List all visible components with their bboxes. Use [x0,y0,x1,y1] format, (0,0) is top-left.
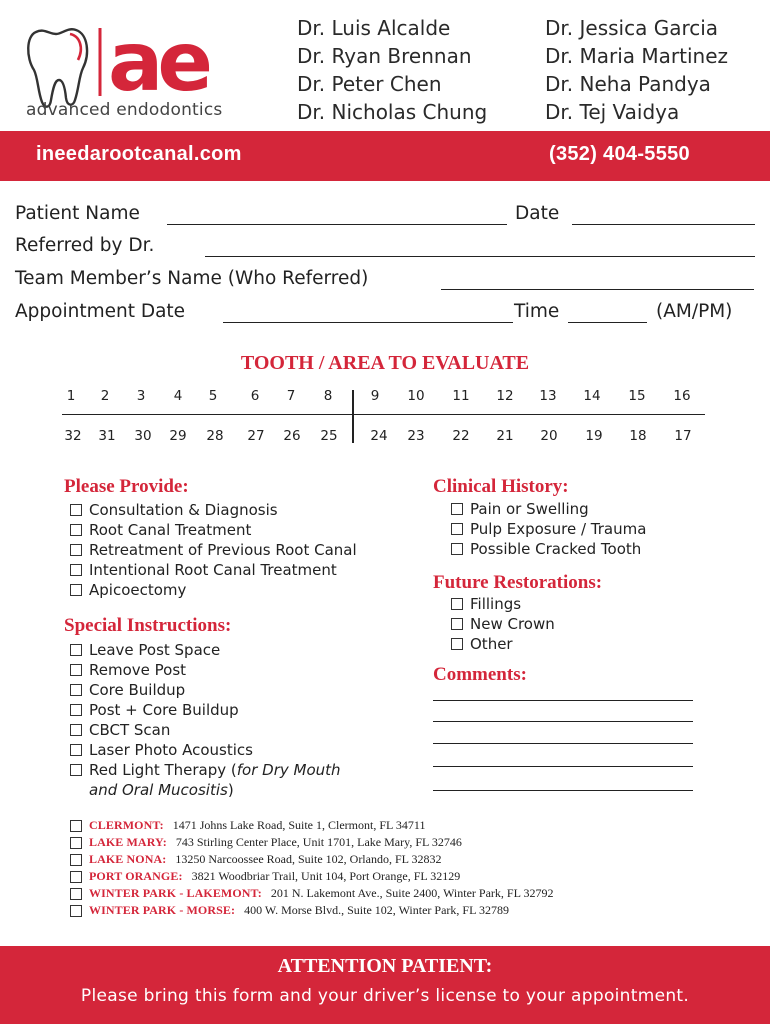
time-label: Time [514,301,560,322]
tooth-number-lower[interactable]: 27 [247,428,265,444]
checkbox-label: CBCT Scan [89,721,171,739]
doctor-name: Dr. Tej Vaidya [545,100,680,124]
location-name: PORT ORANGE: [89,869,183,883]
checkbox-label: Retreatment of Previous Root Canal [89,541,357,559]
tooth-number-lower[interactable]: 21 [496,428,514,444]
doctor-name: Dr. Jessica Garcia [545,16,719,40]
checkbox-pulp-exposure[interactable] [451,519,646,539]
tooth-number-upper[interactable]: 3 [136,388,146,404]
checkbox-root-canal-treatment[interactable] [70,520,357,540]
checkbox[interactable] [70,524,82,536]
date-field[interactable] [572,224,755,225]
ampm-label: (AM/PM) [656,301,733,322]
location-address: 201 N. Lakemont Ave., Suite 2400, Winter Park, FL 32792 [270,886,554,900]
checkbox[interactable] [70,664,82,676]
tooth-number-lower[interactable]: 31 [98,428,116,444]
website-link[interactable]: ineedarootcanal.com [36,143,242,165]
tooth-chart-vertical-line [352,390,354,443]
location-name: CLERMONT: [89,818,164,832]
checkbox-core-buildup[interactable] [70,680,341,700]
checkbox-label: Intentional Root Canal Treatment [89,561,337,579]
doctor-name: Dr. Neha Pandya [545,72,711,96]
tooth-number-lower[interactable]: 28 [206,428,224,444]
appointment-date-field[interactable] [223,322,513,323]
tooth-number-lower[interactable]: 24 [370,428,388,444]
location-port-orange[interactable] [70,868,553,885]
checkbox-label: Laser Photo Acoustics [89,741,253,759]
checkbox-post-core-buildup[interactable] [70,700,341,720]
location-winter-park-morse[interactable] [70,902,553,919]
tooth-number-lower[interactable]: 32 [64,428,82,444]
tooth-number-lower[interactable]: 26 [283,428,301,444]
tooth-number-upper[interactable]: 14 [583,388,601,404]
please-provide-heading: Please Provide: [64,476,189,497]
special-instructions-list [70,640,341,800]
tooth-number-lower[interactable]: 25 [320,428,338,444]
doctors-column-1 [297,14,487,126]
tooth-number-lower[interactable]: 30 [134,428,152,444]
please-provide-list [70,500,357,600]
special-instructions-heading: Special Instructions: [64,615,232,636]
checkbox-red-light-therapy[interactable] [70,760,341,780]
checkbox[interactable] [70,564,82,576]
checkbox[interactable] [70,704,82,716]
checkbox-label: Leave Post Space [89,641,221,659]
tooth-number-upper[interactable]: 13 [539,388,557,404]
location-clermont[interactable] [70,817,553,834]
clinical-history-heading: Clinical History: [433,476,569,497]
checkbox[interactable] [451,618,463,630]
tooth-number-upper[interactable]: 5 [208,388,218,404]
referred-by-label: Referred by Dr. [15,235,155,256]
location-address: 400 W. Morse Blvd., Suite 102, Winter Park, FL 32789 [244,903,509,917]
svg-text:ae: ae [108,15,207,110]
comment-line[interactable] [433,766,693,767]
comment-line[interactable] [433,721,693,722]
tooth-number-upper[interactable]: 11 [452,388,470,404]
checkbox[interactable] [70,888,82,900]
checkbox-new-crown[interactable] [451,614,555,634]
checkbox-fillings[interactable] [451,594,555,614]
logo-tagline: advanced endodontics [26,100,223,120]
doctor-name: Dr. Maria Martinez [545,44,729,68]
tooth-number-upper[interactable]: 16 [673,388,691,404]
location-address: 1471 Johns Lake Road, Suite 1, Clermont, FL 34711 [172,818,426,832]
doctor-name: Dr. Peter Chen [297,72,442,96]
checkbox-label: Remove Post [89,661,187,679]
location-name: LAKE MARY: [89,835,167,849]
doctors-column-2 [545,14,728,126]
time-field[interactable] [568,322,647,323]
tooth-number-upper[interactable]: 10 [407,388,425,404]
checkbox-consultation-diagnosis[interactable] [70,500,357,520]
future-restorations-heading: Future Restorations: [433,572,603,593]
doctor-name: Dr. Luis Alcalde [297,16,451,40]
checkbox[interactable] [70,871,82,883]
tooth-number-upper[interactable]: 2 [100,388,110,404]
location-lake-nona[interactable] [70,851,553,868]
checkbox[interactable] [70,644,82,656]
location-name: WINTER PARK - MORSE: [89,903,236,917]
tooth-number-lower[interactable]: 22 [452,428,470,444]
referred-by-field[interactable] [205,256,755,257]
checkbox[interactable] [70,744,82,756]
tooth-number-lower[interactable]: 18 [629,428,647,444]
checkbox-retreatment[interactable] [70,540,357,560]
location-address: 13250 Narcoossee Road, Suite 102, Orlando, FL 32832 [175,852,442,866]
tooth-number-lower[interactable]: 17 [674,428,692,444]
checkbox-pain-swelling[interactable] [451,499,646,519]
checkbox-label: Consultation & Diagnosis [89,501,278,519]
checkbox[interactable] [70,820,82,832]
future-restorations-list [451,594,555,654]
checkbox[interactable] [70,905,82,917]
tooth-number-upper[interactable]: 8 [323,388,333,404]
location-winter-park-lakemont[interactable] [70,885,553,902]
checkbox[interactable] [451,638,463,650]
checkbox-apicoectomy[interactable] [70,580,357,600]
doctor-name: Dr. Nicholas Chung [297,100,488,124]
checkbox[interactable] [451,523,463,535]
tooth-number-upper[interactable]: 7 [286,388,296,404]
checkbox-label: Root Canal Treatment [89,521,252,539]
checkbox[interactable] [451,598,463,610]
checkbox[interactable] [70,584,82,596]
appointment-date-label: Appointment Date [15,301,186,322]
tooth-number-upper[interactable]: 1 [66,388,76,404]
location-lake-mary[interactable] [70,834,553,851]
checkbox-remove-post[interactable] [70,660,341,680]
tooth-number-upper[interactable]: 12 [496,388,514,404]
checkbox[interactable] [70,837,82,849]
checkbox-label: Possible Cracked Tooth [470,540,642,558]
checkbox-label: Post + Core Buildup [89,701,239,719]
attention-text: Please bring this form and your driver’s license to your appointment. [80,986,690,1006]
checkbox-label: Red Light Therapy ( [89,761,237,779]
team-member-field[interactable] [441,289,754,290]
checkbox[interactable] [70,684,82,696]
checkbox[interactable] [70,544,82,556]
phone-number[interactable]: (352) 404-5550 [549,143,690,165]
tooth-number-upper[interactable]: 15 [628,388,646,404]
comment-line[interactable] [433,700,693,701]
checkbox[interactable] [451,543,463,555]
tooth-number-upper[interactable]: 6 [250,388,260,404]
checkbox-cbct-scan[interactable] [70,720,341,740]
checkbox[interactable] [70,504,82,516]
tooth-number-upper[interactable]: 9 [370,388,380,404]
checkbox-label: New Crown [470,615,555,633]
patient-name-label: Patient Name [15,203,140,224]
clinical-history-list [451,499,646,559]
checkbox-intentional-root-canal[interactable] [70,560,357,580]
comments-heading: Comments: [433,664,527,685]
location-address: 3821 Woodbriar Trail, Unit 104, Port Orange, FL 32129 [191,869,461,883]
checkbox-label: Other [470,635,513,653]
checkbox[interactable] [70,764,82,776]
comment-line[interactable] [433,790,693,791]
location-name: LAKE NONA: [89,852,167,866]
patient-name-field[interactable] [167,224,507,225]
checkbox-label: Apicoectomy [89,581,187,599]
tooth-chart-horizontal-line [62,414,705,415]
doctor-name: Dr. Ryan Brennan [297,44,472,68]
checkbox-cracked-tooth[interactable] [451,539,646,559]
checkbox[interactable] [70,724,82,736]
tooth-number-lower[interactable]: 20 [540,428,558,444]
location-address: 743 Stirling Center Place, Unit 1701, Lake Mary, FL 32746 [175,835,462,849]
checkbox-label-close: ) [227,781,234,799]
tooth-chart-title: TOOTH / AREA TO EVALUATE [240,352,530,374]
checkbox[interactable] [70,854,82,866]
checkbox-label-italic: for Dry Mouth [236,761,341,779]
tooth-number-lower[interactable]: 29 [169,428,187,444]
date-label: Date [515,203,560,224]
tooth-number-lower[interactable]: 19 [585,428,603,444]
attention-title: ATTENTION PATIENT: [277,955,493,977]
checkbox-label: Pulp Exposure / Trauma [470,520,647,538]
checkbox[interactable] [451,503,463,515]
comment-line[interactable] [433,743,693,744]
location-name: WINTER PARK - LAKEMONT: [89,886,262,900]
tooth-number-upper[interactable]: 4 [173,388,183,404]
locations-list [70,817,553,919]
checkbox-laser-photo-acoustics[interactable] [70,740,341,760]
checkbox-leave-post-space[interactable] [70,640,341,660]
checkbox-label: Core Buildup [89,681,186,699]
red-light-therapy-continuation [70,780,341,800]
team-member-label: Team Member’s Name (Who Referred) [15,268,369,289]
checkbox-label-italic: and Oral Mucositis [89,781,228,799]
checkbox-label: Fillings [470,595,522,613]
tooth-number-lower[interactable]: 23 [407,428,425,444]
checkbox-label: Pain or Swelling [470,500,589,518]
checkbox-other[interactable] [451,634,555,654]
